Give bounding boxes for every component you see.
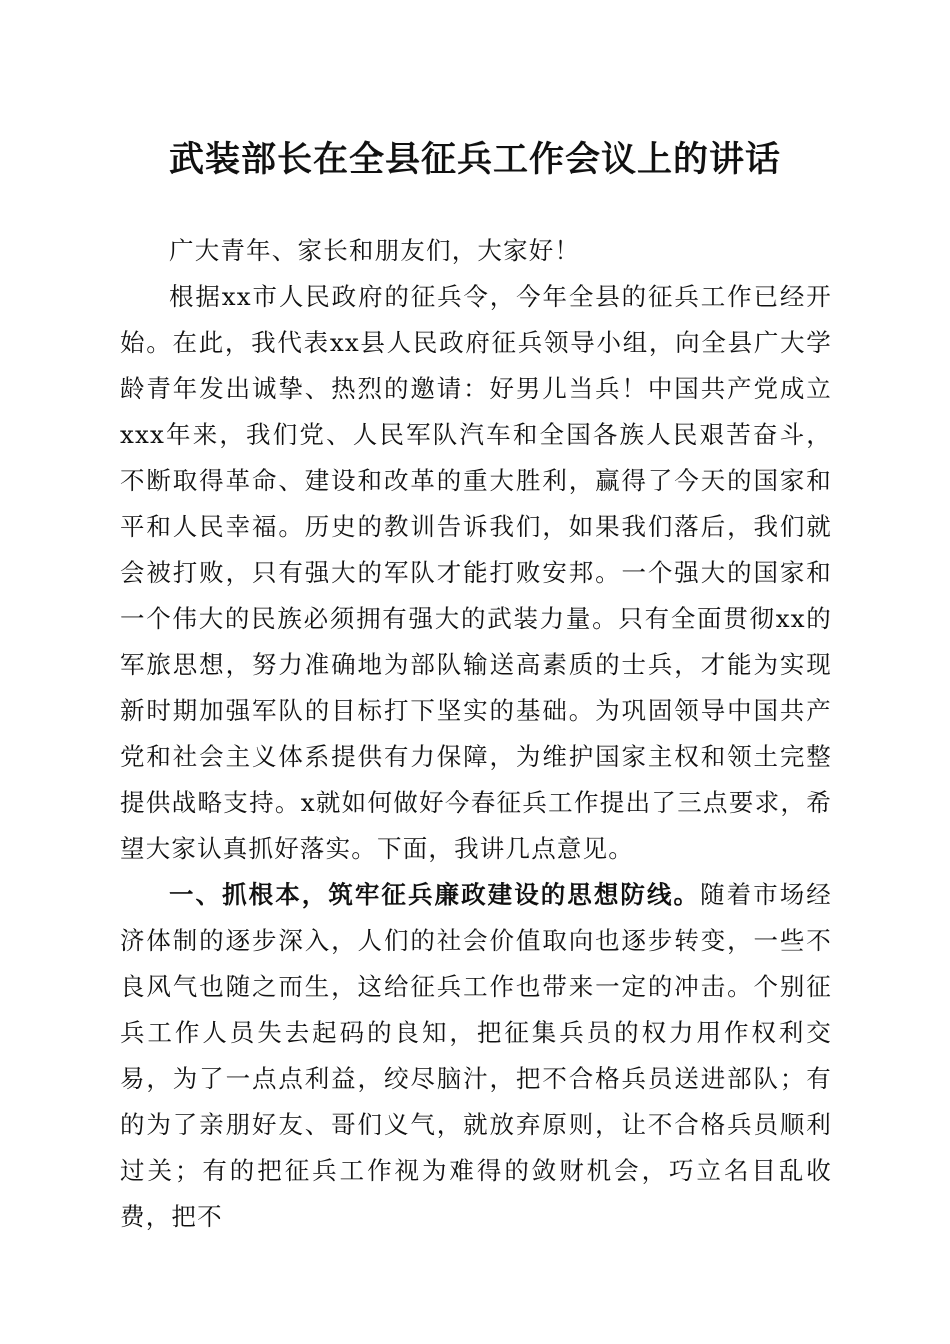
intro-paragraph: 根据xx市人民政府的征兵令，今年全县的征兵工作已经开始。在此，我代表xx县人民政府征兵领导小组，向全县广大学龄青年发出诚挚、热烈的邀请：好男儿当兵！中国共产党成立xxx年来，我们党、人民军队汽车和全国各族人民艰苦奋斗，不断取得革命、建设和改革的重大胜利，赢得了今天的国家和平和人民幸福。历史的教训告诉我们，如果我们落后，我们就会被打败，只有强大的军队才能打败安邦。一个强大的国家和一个伟大的民族必须拥有强大的武装力量。只有全面贯彻xx的军旅思想，努力准确地为部队输送高素质的士兵，才能为实现新时期加强军队的目标打下坚实的基础。为巩固领导中国共产党和社会主义体系提供有力保障，为维护国家主权和领土完整提供战略支持。x就如何做好今春征兵工作提出了三点要求，希望大家认真抓好落实。下面，我讲几点意见。 [120,282,832,863]
section-1-heading: 一、抓根本，筑牢征兵廉政建设的思想防线。 [169,880,701,909]
document-body [120,228,832,1240]
section-1-paragraph [120,872,832,1240]
section-1-text: 随着市场经济体制的逐步深入，人们的社会价值取向也逐步转变，一些不良风气也随之而生，这给征兵工作也带来一定的冲击。个别征兵工作人员失去起码的良知，把征集兵员的权力用作权利交易，为了一点点利益，绞尽脑汁，把不合格兵员送进部队；有的为了亲朋好友、哥们义气，就放弃原则，让不合格兵员顺利过关；有的把征兵工作视为难得的敛财机会，巧立名目乱收费，把不 [120,880,833,1231]
document-title: 武装部长在全县征兵工作会议上的讲话 [168,139,781,180]
greeting-paragraph: 广大青年、家长和朋友们，大家好！ [169,236,581,265]
